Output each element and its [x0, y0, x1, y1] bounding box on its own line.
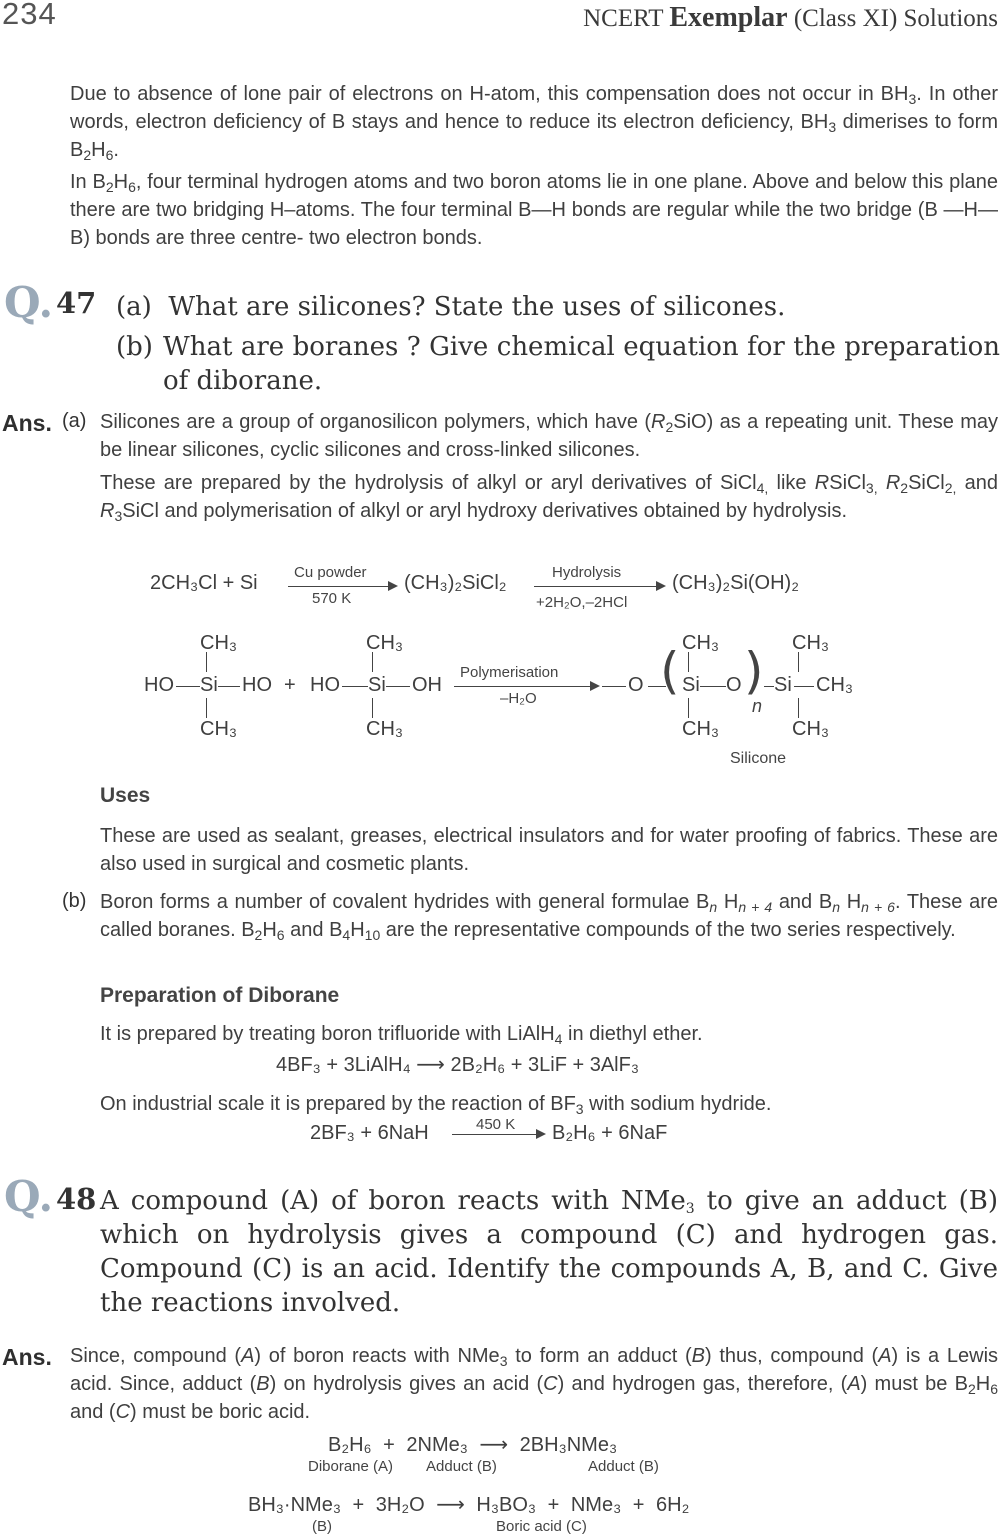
industrial-text: On industrial scale it is prepared by the reaction of $BF_3$ with sodium hydride. [100, 1093, 772, 1117]
answer-48-text: Since, compound (A) of boron reacts with NMe$_3$ to form an adduct (B) thus, compound (A) is a Lewis acid. Since, adduct (B) on hydrolysis gives an acid (C) and hydrogen gas, therefore, (A) must be $B_2H_6$ and (C) must be boric acid. [70, 1345, 999, 1423]
polymerisation-label: Polymerisation [460, 664, 559, 681]
question-47-part-b-label: (b) [116, 332, 153, 362]
preparation-heading: Preparation of Diborane [100, 984, 340, 1007]
silicon-atom: Si [200, 674, 218, 696]
adduct-equation-label-1: Diborane (A) [308, 1458, 394, 1475]
reaction-arrow-icon [534, 586, 664, 587]
question-number: 47 [56, 286, 97, 320]
bond-line [794, 686, 814, 687]
water-elimination-label: –H₂O [500, 690, 537, 707]
eq1-left: 2CH₃Cl + Si [150, 572, 258, 594]
methyl-group: CH₃ [200, 632, 238, 654]
eq1-arrow1-top: Cu powder [294, 564, 367, 581]
silicon-atom: Si [682, 674, 700, 696]
diborane-equation-2-condition: 450 K [476, 1116, 516, 1133]
bond-line [206, 698, 207, 718]
page-number: 234 [2, 0, 57, 31]
left-bracket-icon: ( [660, 642, 680, 700]
question-mark-icon: Q. [4, 1172, 54, 1221]
adduct-equation-label-3: Adduct (B) [588, 1458, 659, 1475]
bond-line [218, 686, 240, 687]
boranes-definition: Boron forms a number of covalent hydrides with general formulae $B_n$ $H_{n + 4}$ and $B_n$ $H_{n + 6}$. These are called boranes. $B_2H_6$ and $B_4H_{10}$ are the representative compounds of the two series respectively. [100, 891, 999, 943]
bond-line [206, 652, 207, 672]
methyl-group: CH₃ [366, 632, 404, 654]
uses-text: These are used as sealant, greases, electrical insulators and for water proofing of fabrics. These are also used in surgical and cosmetic plants. [100, 825, 998, 875]
oxygen-atom: O [628, 674, 644, 696]
silicones-preparation: These are prepared by the hydrolysis of alkyl or aryl derivatives of SiCl$_{4,}$ like RSiCl$_{3,}$ $R_2SiCl_{2,}$ and $R_3SiCl$ and polymerisation of alkyl or aryl hydroxy derivatives obtained by hydrolysis. [100, 472, 999, 524]
title-prefix: NCERT [583, 5, 670, 32]
intro-paragraph-1: Due to absence of lone pair of electrons on H-atom, this compensation does not occur in $BH_3$. In other words, electron deficiency of B stays and hence to reduce its electron deficiency, $BH_3$ dimerises to form $B_2H_6$. [70, 83, 998, 163]
answer-part-a-label: (a) [62, 410, 87, 432]
diborane-equation-2-left: 2BF₃ + 6NaH [310, 1122, 429, 1144]
reaction-arrow-icon [452, 1134, 544, 1135]
right-bracket-icon: ) [744, 642, 764, 700]
bond-line [176, 686, 200, 687]
eq1-arrow2-top: Hydrolysis [552, 564, 622, 581]
methyl-group: CH₃ [200, 718, 238, 740]
eq1-arrow1-bottom: 570 K [312, 590, 352, 607]
hydrolysis-equation-label-2: Boric acid (C) [496, 1518, 587, 1535]
eq1-arrow2-bottom: +2H₂O,–2HCl [536, 594, 628, 611]
question-48-text: A compound (A) of boron reacts with NMe$_3$ to give an adduct (B) which on hydrolysis gives a compound (C) and hydrogen gas. Compound (C) is an acid. Identify the compounds A, B, and C. Give the reactions involved. [100, 1186, 998, 1318]
book-title [583, 2, 998, 34]
silicone-label: Silicone [730, 750, 787, 767]
answer-label: Ans. [2, 1344, 52, 1370]
bond-line [372, 652, 373, 672]
hydroxyl-group: HO [310, 674, 340, 696]
bond-line [372, 698, 373, 718]
oxygen-atom: O [726, 674, 742, 696]
bond-line [798, 698, 799, 718]
methyl-group: CH₃ [792, 718, 830, 740]
uses-heading: Uses [100, 784, 151, 807]
intro-paragraph-2: In $B_2H_6$, four terminal hydrogen atoms and two boron atoms lie in one plane. Above and below this plane there are two bridging H–atoms. The four terminal B—H bonds are regular while the two bridge (B —H—B) bonds are three centre- two electron bonds. [70, 171, 999, 249]
reaction-arrow-icon [454, 686, 598, 687]
eq1-right: (CH₃)₂Si(OH)₂ [672, 572, 799, 594]
title-bold: Exemplar [669, 2, 788, 33]
preparation-text: It is prepared by treating boron trifluoride with LiAlH$_4$ in diethyl ether. [100, 1023, 703, 1047]
silicones-definition: Silicones are a group of organosilicon polymers, which have $(R_2SiO)$ as a repeating unit. These may be linear silicones, cyclic silicones and cross-linked silicones. [100, 411, 998, 461]
methyl-group: CH₃ [682, 718, 720, 740]
adduct-equation: B₂H₆ + 2NMe₃ ⟶ 2BH₃NMe₃ [328, 1434, 618, 1456]
question-47-part-a: (a) What are silicones? State the uses of silicones. [116, 292, 786, 322]
silicon-atom: Si [368, 674, 386, 696]
diborane-equation-1: 4BF₃ + 3LiAlH₄ ⟶ 2B₂H₆ + 3LiF + 3AlF₃ [276, 1054, 639, 1076]
bond-line [798, 652, 799, 672]
bond-line [688, 698, 689, 718]
hydroxyl-group: HO [144, 674, 174, 696]
bond-line [386, 686, 410, 687]
methyl-group: CH₃ [366, 718, 404, 740]
bond-line [700, 686, 726, 687]
answer-part-b-label: (b) [62, 890, 87, 912]
diborane-equation-2-right: B₂H₆ + 6NaF [552, 1122, 668, 1144]
methyl-group: CH₃ [682, 632, 720, 654]
bond-line [764, 686, 774, 687]
hydroxyl-group: OH [412, 674, 442, 696]
silicon-atom: Si [774, 674, 792, 696]
question-mark-icon: Q. [4, 278, 54, 327]
bond-line [602, 686, 626, 687]
hydrolysis-equation-label-1: (B) [312, 1518, 332, 1535]
repeat-n: n [752, 696, 763, 716]
methyl-group: CH₃ [816, 674, 854, 696]
eq1-mid: (CH₃)₂SiCl₂ [404, 572, 507, 594]
hydroxyl-group: HO [242, 674, 272, 696]
bond-line [688, 652, 689, 672]
bond-line [342, 686, 368, 687]
question-47-part-b: What are boranes ? Give chemical equation for the preparation of diborane. [163, 332, 1000, 396]
question-number: 48 [56, 1182, 97, 1216]
title-suffix: (Class XI) Solutions [787, 5, 998, 32]
hydrolysis-equation: BH₃·NMe₃ + 3H₂O ⟶ H₃BO₃ + NMe₃ + 6H₂ [248, 1494, 690, 1516]
plus-sign: + [284, 674, 296, 696]
answer-label: Ans. [2, 410, 52, 436]
reaction-arrow-icon [288, 586, 396, 587]
methyl-group: CH₃ [792, 632, 830, 654]
adduct-equation-label-2: Adduct (B) [426, 1458, 497, 1475]
